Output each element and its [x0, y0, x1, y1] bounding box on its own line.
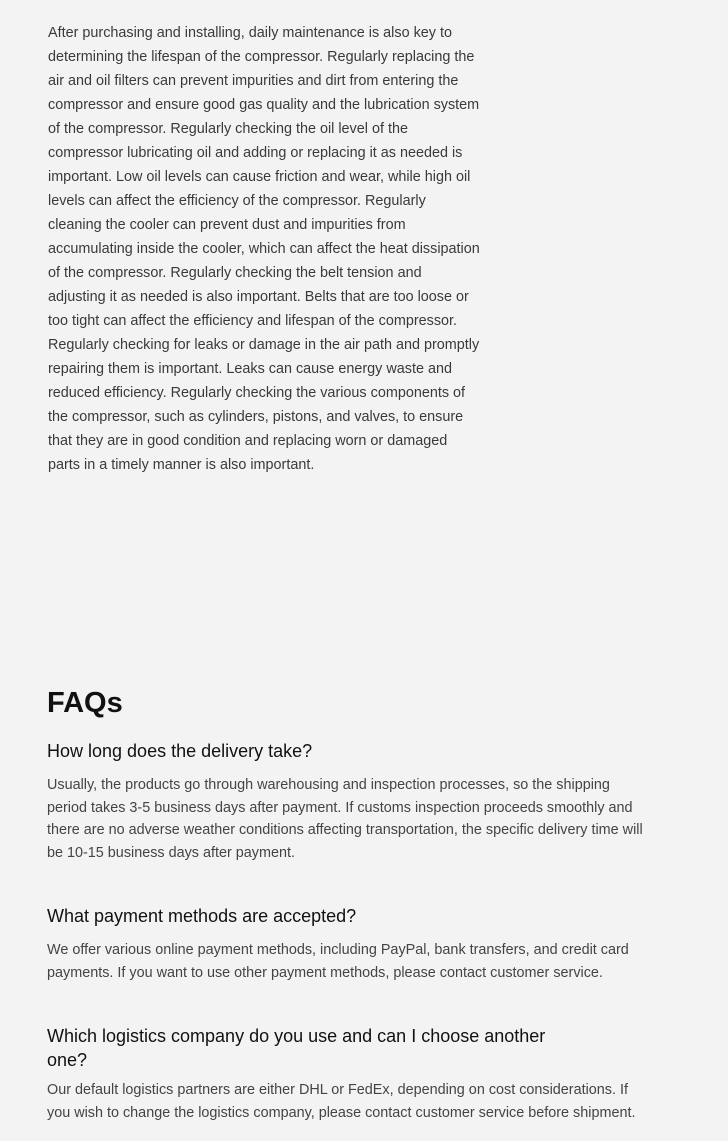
faq-answer: Usually, the products go through warehousing and inspection processes, so the shipping period takes 3-5 business days after payment. If customs inspection proceeds smoothly and there are no adverse weather conditions affecting transportation, the specific delivery time will be 10-15 business days after payment.	[47, 777, 643, 861]
faq-item	[47, 1024, 637, 1124]
faq-item	[47, 739, 647, 864]
faq-item	[47, 904, 647, 984]
faq-title: FAQs	[47, 687, 123, 719]
intro-paragraph: After purchasing and installing, daily maintenance is also key to determining the lifespan of the compressor. Regularly replacing the air and oil filters can prevent impurities and dirt from entering the compressor and ensure good gas quality and the lubrication system of the compressor. Regularly checking the oil level of the compressor lubricating oil and adding or replacing it as needed is important. Low oil levels can cause friction and wear, while high oil levels can affect the efficiency of the compressor. Regularly cleaning the cooler can prevent dust and impurities from accumulating inside the cooler, which can affect the heat dissipation of the compressor. Regularly checking the belt tension and adjusting it as needed is also important. Belts that are too loose or too tight can affect the efficiency and lifespan of the compressor. Regularly checking for leaks or damage in the air path and promptly repairing them is important. Leaks can cause energy waste and reduced efficiency. Regularly checking the various components of the compressor, such as cylinders, pistons, and valves, to ensure that they are in good condition and replacing worn or damaged parts in a timely manner is also important.	[48, 25, 480, 473]
faq-answer: Our default logistics partners are either DHL or FedEx, depending on cost considerations. If you wish to change the logistics company, please contact customer service before shipment.	[47, 1082, 636, 1121]
faq-question: What payment methods are accepted?	[47, 906, 357, 926]
faq-section	[47, 684, 647, 1121]
faq-answer: We offer various online payment methods, including PayPal, bank transfers, and credit card payments. If you want to use other payment methods, please contact customer service.	[47, 942, 629, 981]
faq-question: Which logistics company do you use and can I choose another one?	[47, 1026, 546, 1070]
faq-question: How long does the delivery take?	[47, 741, 313, 761]
